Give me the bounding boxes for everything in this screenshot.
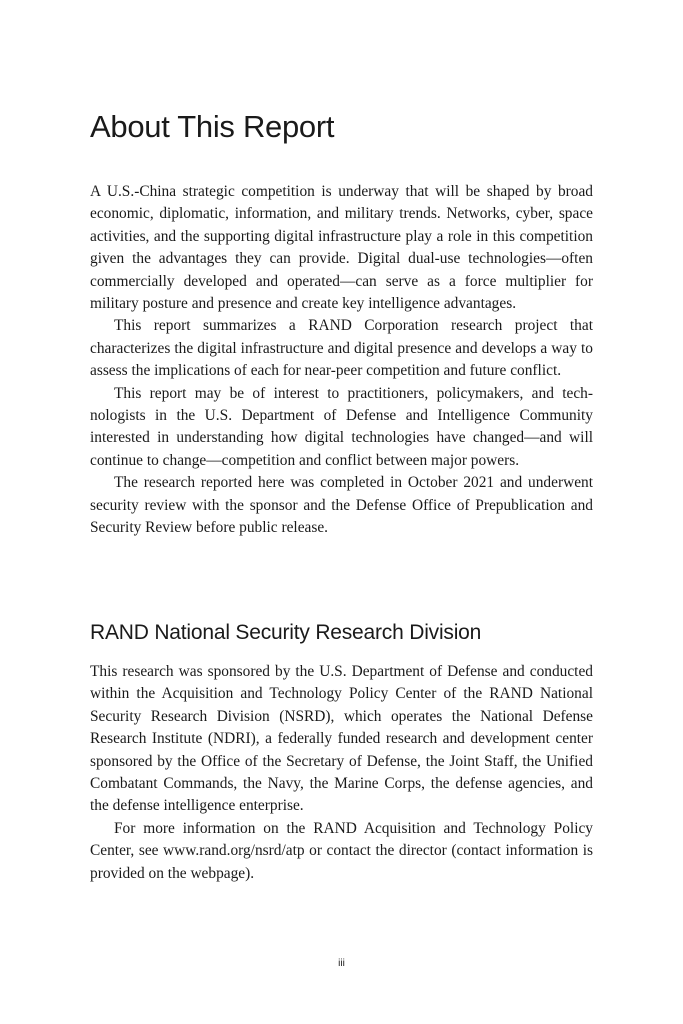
about-heading: About This Report <box>90 109 335 144</box>
page-number: iii <box>338 958 345 969</box>
about-paragraph: The research reported here was completed in October 2021 and underwent security review with the sponsor and the Defense Office of Prepublication and Security Review before public release. <box>90 474 593 537</box>
nsrd-body <box>90 661 593 885</box>
about-paragraph: This report may be of interest to practitioners, policymakers, and technologists in the U.S. Department of Defense and Intelligence Community interested in understanding how digital technologies have changed—and will continue to change—competition and conflict between major powers. <box>90 384 593 469</box>
nsrd-paragraph: This research was sponsored by the U.S. Department of Defense and conducted within the Acquisition and Technology Policy Center of the RAND National Security Research Division (NSRD), which operates the National Defense Research Institute (NDRI), a federally funded research and development center sponsored by the Office of the Secretary of Defense, the Joint Staff, the Unified Combatant Commands, the Navy, the Marine Corps, the defense agencies, and the defense intelligence enterprise. <box>90 663 593 815</box>
about-paragraph: A U.S.-China strategic competition is underway that will be shaped by broad economic, diplomatic, information, and military trends. Networks, cyber, space activities, and the supporting digital infrastructure play a role in this competition given the advantages they can provide. Digital dual-use technologies—often commercially developed and operated—can serve as a force multiplier for military posture and presence and create key intelligence advantages. <box>90 183 593 313</box>
nsrd-heading: RAND National Security Research Division <box>90 621 482 644</box>
about-paragraph: This report summarizes a RAND Corporation research project that characterizes the digital infrastructure and digital presence and develops a way to assess the implications of each for near-peer competition and future conflict. <box>90 317 593 380</box>
nsrd-paragraph: For more information on the RAND Acquisition and Technology Policy Center, see www.rand.org/nsrd/atp or contact the director (contact information is provided on the webpage). <box>90 819 593 882</box>
about-body <box>90 181 593 540</box>
